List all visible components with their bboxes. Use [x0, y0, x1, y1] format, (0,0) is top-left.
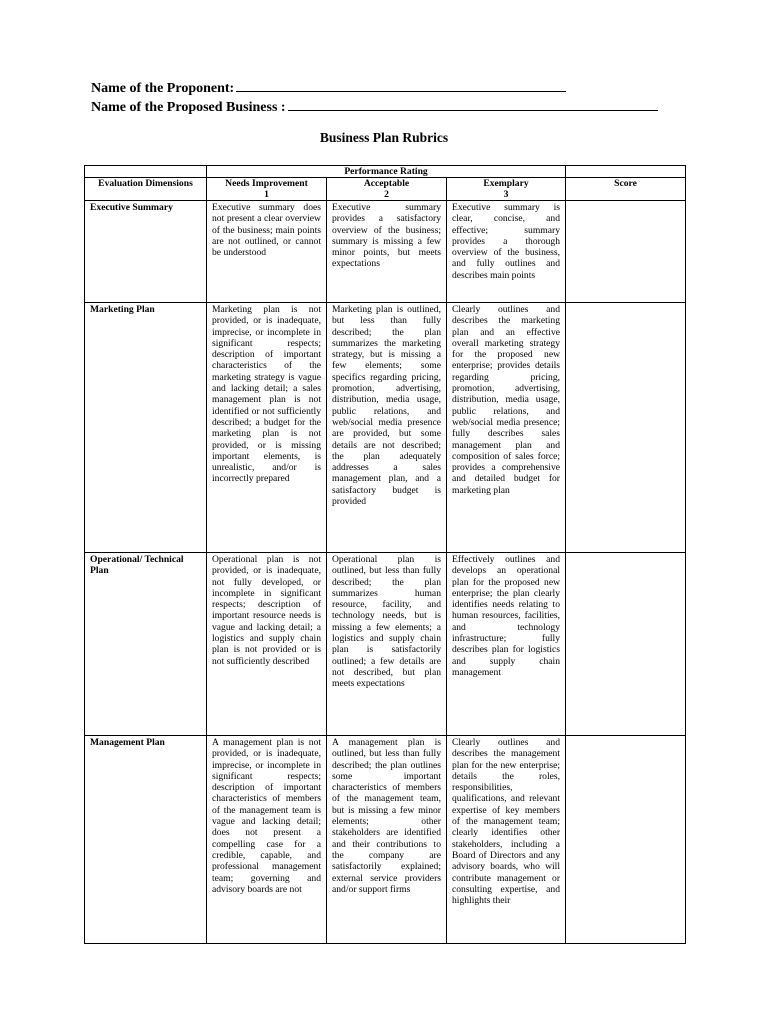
- empty-header-cell: [85, 166, 207, 178]
- exemplary-cell: Executive summary is clear, concise, and effective; summary provides a thorough overview of the business, and fully outlines and describes main points: [447, 201, 566, 303]
- acceptable-cell: Marketing plan is outlined, but less than fully described; the plan summarizes the marketing strategy, but is missing a few elements; some specifics regarding pricing, promotion, advertising, distribution, media usage, public relations, and web/social media presence are provided, but some details are not described; the plan adequately addresses a sales management plan, and a satisfactory budget is provided: [327, 303, 447, 553]
- proponent-label: Name of the Proponent:: [91, 81, 235, 96]
- document-title: Business Plan Rubrics: [319, 130, 449, 145]
- business-field: [91, 97, 691, 116]
- proponent-field: [91, 78, 691, 97]
- dimension-cell: Marketing Plan: [85, 303, 207, 553]
- exemplary-cell: Clearly outlines and describes the marketing plan and an effective overall marketing strategy for the proposed new enterprise; provides details regarding pricing, promotion, advertising, distribution, media usage, public relations, and web/social media presence; fully describes sales management plan and composition of sales force; provides a comprehensive and detailed budget for marketing plan: [447, 303, 566, 553]
- exemplary-cell: Clearly outlines and describes the management plan for the new enterprise; details the roles, responsibilities, qualifications, and relevant expertise of key members of the management team; clearly identifies other stakeholders, including a Board of Directors and any advisory boards, who will contribute management or consulting expertise, and highlights their: [447, 736, 566, 944]
- acceptable-number: 2: [384, 189, 389, 200]
- table-row-operational-plan: [85, 553, 686, 736]
- score-cell[interactable]: [566, 553, 686, 736]
- proponent-blank-line[interactable]: [236, 78, 566, 92]
- rubric-table: [84, 165, 686, 944]
- column-header-row: [85, 178, 686, 201]
- empty-header-cell: [566, 166, 686, 178]
- acceptable-cell: Executive summary provides a satisfactory overview of the business; summary is missing a few minor points, but meets expectations: [327, 201, 447, 303]
- needs-cell: Marketing plan is not provided, or is inadequate, imprecise, or incomplete in significant respects; description of important characteristics of the marketing strategy is vague and lacking detail; a sales management plan is not identified or not sufficiently described; a budget for the marketing plan is not provided, or is missing important elements, is unrealistic, and/or is incorrectly prepared: [207, 303, 327, 553]
- needs-number: 1: [264, 189, 269, 200]
- acceptable-cell: Operational plan is outlined, but less than fully described; the plan summarizes human resource, facility, and technology needs, but is missing a few elements; a logistics and supply chain plan is satisfactorily outlined; a few details are not described, but plan meets expectations: [327, 553, 447, 736]
- header-exemplary: [447, 178, 566, 201]
- dimension-cell: Management Plan: [85, 736, 207, 944]
- exemplary-label: Exemplary: [483, 178, 529, 189]
- needs-label: Needs Improvement: [225, 178, 308, 189]
- business-label: Name of the Proposed Business :: [91, 100, 286, 115]
- exemplary-cell: Effectively outlines and develops an operational plan for the proposed new enterprise; the plan clearly identifies needs relating to human resources, facilities, and technology infrastructure; fully describes plan for logistics and supply chain management: [447, 553, 566, 736]
- score-cell[interactable]: [566, 201, 686, 303]
- business-blank-line[interactable]: [288, 97, 658, 111]
- dimension-cell: Executive Summary: [85, 201, 207, 303]
- score-cell[interactable]: [566, 303, 686, 553]
- table-row-marketing-plan: [85, 303, 686, 553]
- needs-cell: Operational plan is not provided, or is inadequate, not fully developed, or incomplete in significant respects; description of important resource needs is vague and lacking detail; a logistics and supply chain plan is not provided or is not sufficiently described: [207, 553, 327, 736]
- table-row-executive-summary: [85, 201, 686, 303]
- header-needs-improvement: [207, 178, 327, 201]
- exemplary-number: 3: [503, 189, 509, 200]
- table-row-management-plan: [85, 736, 686, 944]
- acceptable-label: Acceptable: [363, 178, 410, 189]
- header-acceptable: [327, 178, 447, 201]
- needs-cell: A management plan is not provided, or is inadequate, imprecise, or incomplete in significant respects; description of important characteristics of members of the management team is vague and lacking detail; does not present a compelling case for a credible, capable, and professional management team; governing and advisory boards are not: [207, 736, 327, 944]
- score-cell[interactable]: [566, 736, 686, 944]
- needs-cell: Executive summary does not present a clear overview of the business; main points are not outlined, or cannot be understood: [207, 201, 327, 303]
- header-dimensions: Evaluation Dimensions: [85, 178, 207, 201]
- proponent-fields: [91, 78, 691, 116]
- rating-header-row: [85, 166, 686, 178]
- dimension-cell: Operational/ Technical Plan: [85, 553, 207, 736]
- header-score: Score: [566, 178, 686, 201]
- performance-rating-header: Performance Rating: [207, 166, 566, 178]
- acceptable-cell: A management plan is outlined, but less than fully described; the plan outlines some important characteristics of members of the management team, but is missing a few minor elements; other stakeholders are identified and their contributions to the company are satisfactorily explained; external service providers and/or support firms: [327, 736, 447, 944]
